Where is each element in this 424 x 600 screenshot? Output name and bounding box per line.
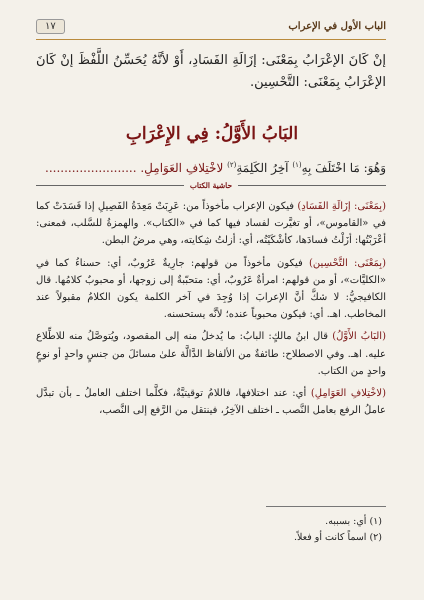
footnote-mark-1: (١): [292, 161, 302, 169]
main-text-block: [36, 50, 386, 94]
commentary-keyword: (لاخْتِلافِ العَوَامِلِ): [310, 388, 386, 400]
commentary-paragraph: [36, 255, 386, 324]
footnotes: [36, 514, 386, 546]
definition-lead: وَهُوَ: مَا اخْتَلَفَ بِهِ: [301, 161, 386, 175]
commentary-text: قال ابنُ مالكٍ: البابُ: ما يُدخلُ منه إلى المقصود، ويُتوصَّلُ منه للاطِّلاع عليه. اهـ. وفي الاصطلاح: طائفةٌ من الألفاظ الدَّالَّة علىٰ مسائلَ من جنسٍ واحدٍ أو نوعٍ واحدٍ من الكتاب.: [36, 331, 386, 377]
commentary-keyword: (البَابُ الأَوَّلُ): [332, 331, 386, 343]
commentary-paragraph: [36, 198, 386, 250]
commentary-paragraph: [36, 328, 386, 380]
footnote-1: (١) أي: بسببه.: [325, 516, 382, 527]
footnote-2: (٢) اسماً كانت أو فعلاً.: [293, 532, 382, 543]
commentary-keyword: (بِمَعْنَى: إزَالَةِ الفَسَادِ): [297, 201, 386, 212]
page-header: [36, 14, 386, 38]
commentary-keyword: (بِمَعْنَى: التَّحْسِين): [309, 257, 386, 269]
divider-line-right: [238, 185, 386, 186]
footnote-rule: [266, 506, 386, 507]
main-text: إنْ كَانَ الإعْرَابُ بِمَعْنَى: إزَالَةِ الفَسَادِ، أَوْ لأنَّهُ يُحَسِّنُ اللَّفْظَ إنْ كَانَ الإعْرَابُ بِمَعْنَى: التَّحْسِين.: [36, 53, 386, 90]
page-number: ١٧: [36, 19, 65, 34]
footnote-mark-2: (٢): [227, 161, 237, 169]
commentary-text: فيكون مأخوذاً من قولهم: جارِيةٌ عَرُوبٌ، أي: حسناءُ كما في «الكليَّات»، أو من قولهم: امرأةٌ عَرُوبٌ، أي: متحبّبةٌ إلى زوجها، أو محبوبٌ كلامُها. قال الكافيجيُّ: لا شكَّ أنَّ الإعرابَ إذا وُجِدَ في آخر الكلمة يكون الكلامُ مقبولاً عند المخاطب. اهـ. أي: فيكون محبوباً عنده؛ لأنَّه يستحسنه.: [36, 257, 386, 321]
running-title: الباب الأول في الإعراب: [288, 20, 386, 32]
commentary-block: [36, 198, 386, 424]
definition-tail: لاخْتِلافِ العَوَامِلِ. ........................: [45, 161, 228, 175]
commentary-label: حاشية الكتاب: [189, 180, 233, 190]
definition-line: [36, 156, 386, 177]
definition-middle: آخِرُ الكَلِمَةِ: [236, 161, 293, 175]
commentary-divider: [36, 178, 386, 192]
commentary-text: أي: عند اختلافها، فاللامُ توقيتيَّةٌ، فكلَّما اختلف العاملُ ـ بأن تبدَّل عاملُ الرفع بعامل النَّصب ـ اختلف الآخِرُ، فينتقل من الرَّفع إلى النَّصب،: [36, 388, 386, 417]
commentary-text: فيكون الإعراب مأخوذاً من: عَرِبَتْ مَعِدَةُ الفَصِيلِ إذا فَسَدَتْ كما في «القاموس»، أو تغيَّرت لفساد فيها كما في «الكتاب». والهمزةُ للسَّلب، فمعنى: أعْرَبْتُها: أزَلْتُ فسادَها، كأشْكَيْتُه، أي: أزلتُ شِكايته، وهي مرضُ البطن.: [36, 201, 386, 247]
header-rule: [36, 39, 386, 40]
divider-line-left: [36, 185, 184, 186]
chapter-title: البَابُ الأَوَّلُ: فِي الإِعْرَابِ: [125, 124, 299, 144]
commentary-paragraph: [36, 385, 386, 419]
